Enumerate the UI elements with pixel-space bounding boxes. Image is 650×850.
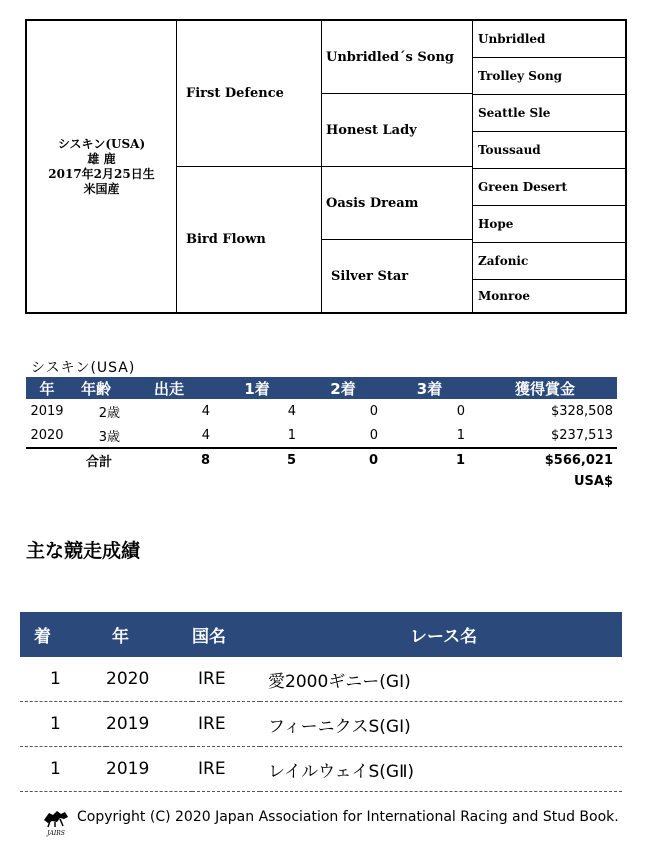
great-grandparent-name: Toussaud bbox=[478, 143, 541, 157]
result-place: 1 bbox=[20, 747, 106, 792]
col-header-starts: 出走 bbox=[124, 377, 214, 399]
great-grandparent-cell bbox=[473, 95, 625, 132]
great-grandparent-name: Trolley Song bbox=[478, 69, 563, 83]
total-label: 合計 bbox=[26, 448, 124, 471]
results-row bbox=[20, 747, 622, 792]
cell-year: 2019 bbox=[30, 403, 64, 419]
footer bbox=[40, 804, 630, 838]
col-header-year: 年 bbox=[106, 612, 192, 657]
total-starts: 8 bbox=[124, 448, 214, 471]
summary-total-row bbox=[26, 448, 617, 471]
grandparent-name: Unbridled´s Song bbox=[326, 49, 455, 65]
col-header-second: 2着 bbox=[300, 377, 386, 399]
grandparent-cell bbox=[322, 21, 473, 94]
jairs-logo-icon bbox=[40, 804, 72, 838]
great-grandparent-name: Monroe bbox=[478, 289, 530, 303]
cell-first: 1 bbox=[287, 427, 296, 443]
result-place: 1 bbox=[20, 702, 106, 747]
col-header-race-name: レース名 bbox=[260, 612, 622, 657]
results-row bbox=[20, 657, 622, 702]
summary-row bbox=[26, 399, 617, 423]
cell-second: 0 bbox=[369, 403, 378, 419]
copyright-text: Copyright (C) 2020 Japan Association for International Racing and Stud Book. bbox=[77, 809, 619, 825]
cell-earnings: $237,513 bbox=[550, 427, 613, 443]
total-second: 0 bbox=[300, 448, 386, 471]
cell-age: 2歳 bbox=[98, 405, 120, 421]
horse-birth: 2017年2月25日生 bbox=[48, 166, 155, 181]
cell-starts: 4 bbox=[201, 427, 210, 443]
cell-third: 1 bbox=[456, 427, 465, 443]
cell-age: 3歳 bbox=[98, 429, 120, 445]
great-grandparent-cell bbox=[473, 21, 625, 58]
col-header-country: 国名 bbox=[192, 612, 260, 657]
grandparent-name: Silver Star bbox=[331, 268, 409, 284]
svg-text:JAIRS: JAIRS bbox=[47, 830, 65, 837]
grandparent-name: Oasis Dream bbox=[326, 195, 419, 211]
horse-info-cell bbox=[27, 21, 177, 312]
summary-header-row bbox=[26, 377, 617, 399]
main-results-table bbox=[20, 612, 622, 792]
col-header-first: 1着 bbox=[214, 377, 300, 399]
result-race-name: レイルウェイS(GⅡ) bbox=[260, 747, 622, 792]
col-header-year: 年 bbox=[26, 377, 68, 399]
result-place: 1 bbox=[20, 657, 106, 702]
result-country: IRE bbox=[192, 702, 260, 747]
dam-name: Bird Flown bbox=[186, 232, 266, 247]
results-row bbox=[20, 702, 622, 747]
col-header-third: 3着 bbox=[386, 377, 473, 399]
great-grandparent-cell bbox=[473, 243, 625, 280]
sire-name: First Defence bbox=[186, 86, 284, 101]
result-year: 2020 bbox=[106, 657, 192, 702]
col-header-age: 年齢 bbox=[68, 377, 124, 399]
dam-cell bbox=[177, 167, 322, 312]
result-year: 2019 bbox=[106, 747, 192, 792]
horse-origin: 米国産 bbox=[83, 181, 120, 196]
result-country: IRE bbox=[192, 747, 260, 792]
great-grandparent-cell bbox=[473, 280, 625, 312]
grandparent-cell bbox=[322, 167, 473, 240]
cell-earnings: $328,508 bbox=[550, 403, 613, 419]
total-earnings: $566,021 bbox=[473, 448, 617, 471]
horse-name: シスキン(USA) bbox=[57, 136, 146, 151]
great-grandparent-cell bbox=[473, 206, 625, 243]
cell-second: 0 bbox=[369, 427, 378, 443]
great-grandparent-name: Seattle Sle bbox=[478, 106, 551, 120]
cell-starts: 4 bbox=[201, 403, 210, 419]
main-results-heading: 主な競走成績 bbox=[26, 540, 141, 562]
cell-third: 0 bbox=[456, 403, 465, 419]
cell-year: 2020 bbox=[30, 427, 64, 443]
great-grandparent-name: Hope bbox=[478, 217, 514, 231]
great-grandparent-cell bbox=[473, 132, 625, 169]
grandparent-name: Honest Lady bbox=[326, 122, 417, 138]
result-year: 2019 bbox=[106, 702, 192, 747]
summary-row bbox=[26, 423, 617, 448]
currency-label: USA$ bbox=[574, 474, 614, 489]
result-race-name: フィーニクスS(GⅠ) bbox=[260, 702, 622, 747]
grandparent-cell bbox=[322, 240, 473, 312]
sire-cell bbox=[177, 21, 322, 167]
col-header-earnings: 獲得賞金 bbox=[473, 377, 617, 399]
horse-sex-color: 雄 鹿 bbox=[87, 151, 116, 166]
great-grandparent-name: Zafonic bbox=[478, 254, 529, 268]
cell-first: 4 bbox=[287, 403, 296, 419]
grandparent-cell bbox=[322, 94, 473, 167]
total-first: 5 bbox=[214, 448, 300, 471]
summary-title: シスキン(USA) bbox=[31, 360, 136, 376]
result-race-name: 愛2000ギニー(GⅠ) bbox=[260, 657, 622, 702]
great-grandparent-cell bbox=[473, 169, 625, 206]
great-grandparent-name: Green Desert bbox=[478, 180, 568, 194]
pedigree-chart bbox=[25, 19, 627, 314]
great-grandparent-name: Unbridled bbox=[478, 32, 546, 46]
result-country: IRE bbox=[192, 657, 260, 702]
results-header-row bbox=[20, 612, 622, 657]
col-header-place: 着 bbox=[20, 612, 106, 657]
race-summary-table bbox=[26, 377, 617, 471]
great-grandparent-cell bbox=[473, 58, 625, 95]
total-third: 1 bbox=[386, 448, 473, 471]
